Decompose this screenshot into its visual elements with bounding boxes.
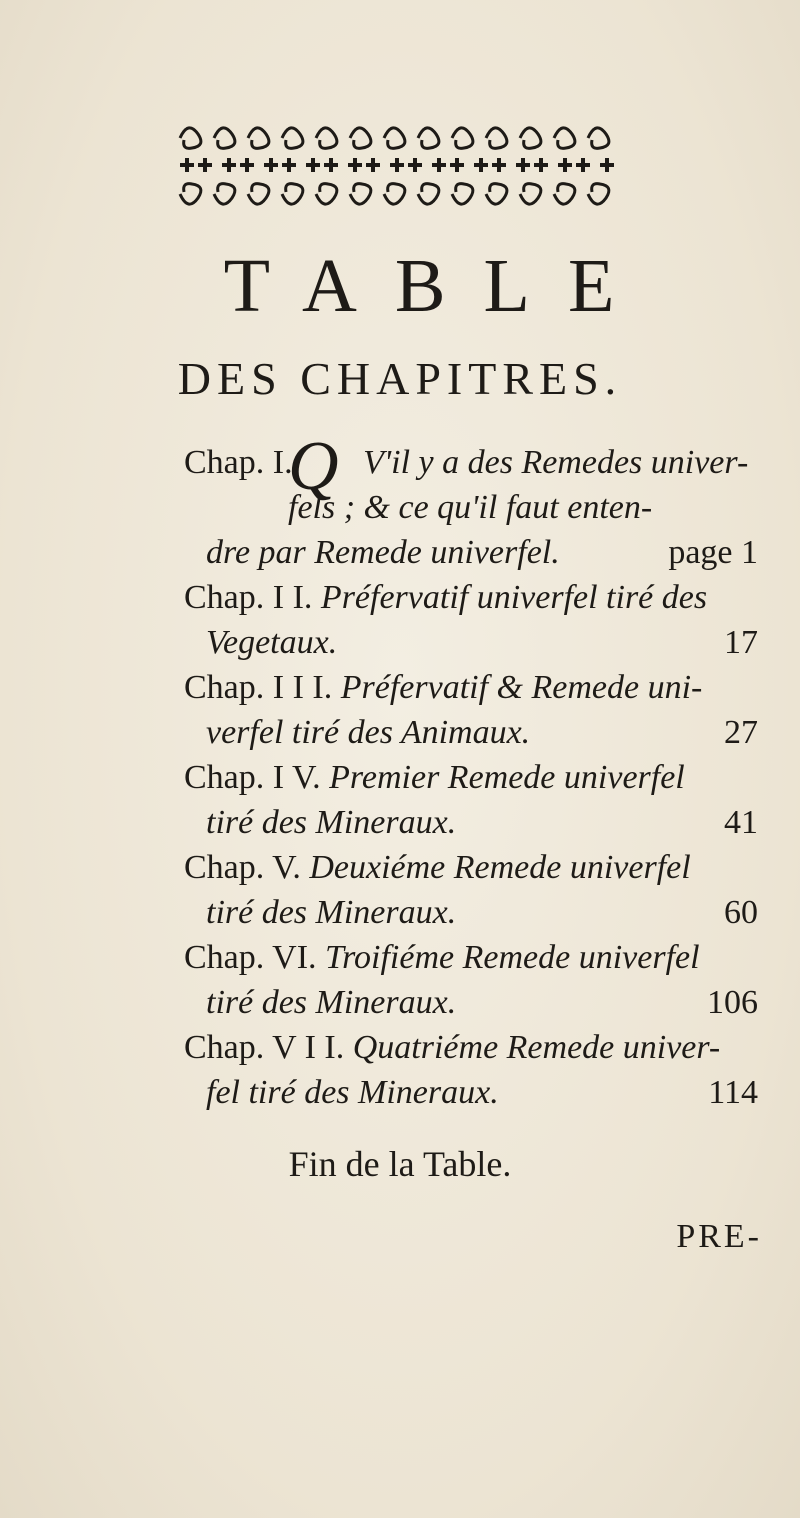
chapter-title-line-2: Vegetaux. (206, 624, 338, 661)
page-number: 17 (724, 624, 758, 661)
toc-entry-4 (184, 755, 774, 845)
page-number: 106 (707, 984, 758, 1021)
chapter-title-line-1: Préfervatif & Remede uni- (340, 669, 703, 706)
chapter-title-line-1: Quatriéme Remede univer- (352, 1029, 721, 1066)
chapter-title-line-3: dre par Remede univerfel. (206, 534, 560, 571)
chapter-number: Chap. I I. (184, 579, 313, 616)
toc-entry-5 (184, 845, 774, 935)
chapter-title-line-2: fels ; & ce qu'il faut enten- (288, 489, 653, 526)
page-title: TABLE (223, 244, 653, 328)
toc-entry-1 (184, 428, 774, 575)
chapter-number: Chap. V. (184, 849, 301, 886)
catchword: PRE- (676, 1218, 762, 1255)
chapter-title-line-1: Premier Remede univerfel (329, 759, 685, 796)
chapter-number: Chap. VI. (184, 939, 317, 976)
end-of-table-text: Fin de la Table. (288, 1144, 512, 1184)
chapter-title-line-2: fel tiré des Mineraux. (206, 1074, 499, 1111)
chapter-title-line-1: Deuxiéme Remede univerfel (309, 849, 691, 886)
chapter-title-line-1: Préfervatif univerfel tiré des (320, 579, 708, 616)
page-number: 41 (724, 804, 758, 841)
page-number: 114 (708, 1074, 758, 1111)
chapter-number: Chap. I I I. (184, 669, 333, 706)
toc-entry-3 (184, 665, 774, 755)
page-subtitle: DES CHAPITRES. (177, 353, 623, 404)
chapter-title-line-2: tiré des Mineraux. (206, 804, 457, 841)
chapter-title-line-2: tiré des Mineraux. (206, 984, 457, 1021)
table-of-contents (184, 428, 774, 1115)
chapter-number: Chap. I V. (184, 759, 321, 796)
page-number: page 1 (668, 534, 758, 571)
chapter-title-line-1: V'il y a des Remedes univer- (363, 444, 749, 481)
chapter-number: Chap. I. (184, 444, 293, 481)
toc-entry-6 (184, 935, 774, 1025)
toc-entry-7 (184, 1025, 774, 1115)
ornamental-headpiece-icon (170, 110, 630, 220)
chapter-number: Chap. V I I. (184, 1029, 345, 1066)
drop-cap: Q (288, 428, 339, 505)
chapter-title-line-1: Troifiéme Remede univerfel (325, 939, 700, 976)
page-number: 27 (724, 714, 758, 751)
chapter-title-line-2: tiré des Mineraux. (206, 894, 457, 931)
page-number: 60 (724, 894, 758, 931)
toc-entry-2 (184, 575, 774, 665)
chapter-title-line-2: verfel tiré des Animaux. (206, 714, 531, 751)
